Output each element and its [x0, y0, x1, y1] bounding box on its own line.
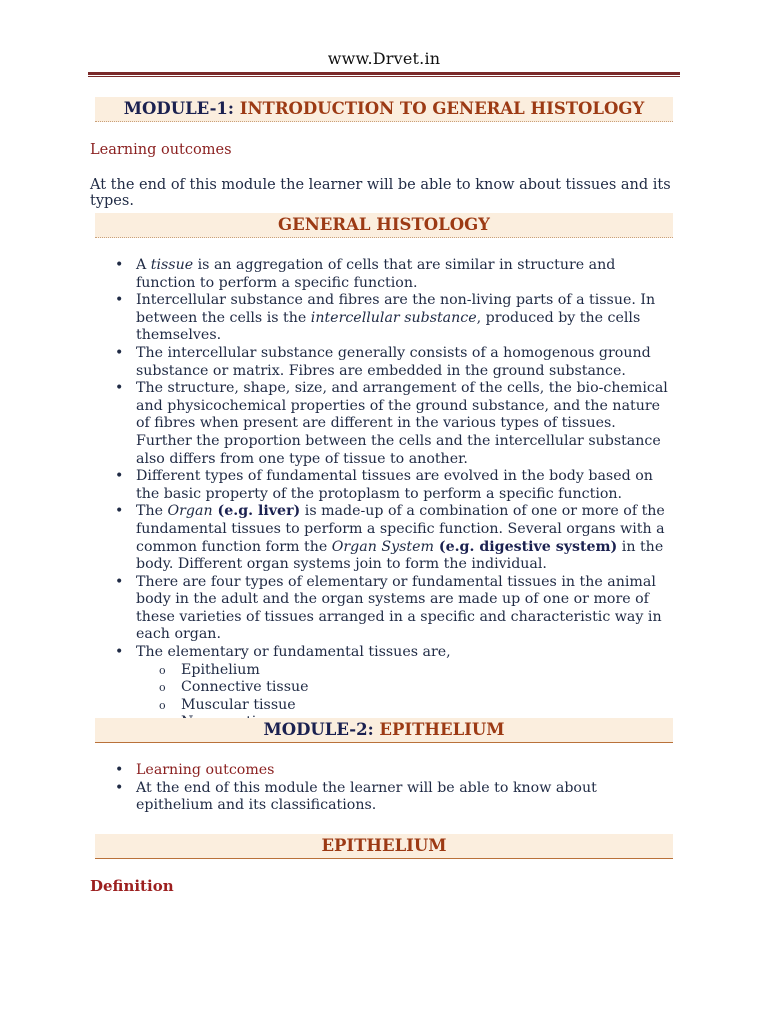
list-item: • A tissue is an aggregation of cells that are similar in structure and function to perform a specific function. [115, 257, 675, 292]
module1-prefix: MODULE-1: [123, 99, 234, 118]
header-rule-thin [88, 76, 680, 77]
list-item: • The Organ (e.g. liver) is made-up of a combination of one or more of the fundamental tissues to perform a specific function. Several organs with a common function form the Organ System (e.g. digestive system) in the body. Different organ systems join to form the individual. [115, 503, 675, 573]
module2-learning-text: • At the end of this module the learner will be able to know about epithelium and its classifications. [115, 780, 675, 815]
sub-list-item-epithelium: o Epithelium [136, 662, 675, 680]
module1-title: INTRODUCTION TO GENERAL HISTOLOGY [234, 99, 645, 118]
module2-title: EPITHELIUM [373, 720, 505, 739]
list-item: • The structure, shape, size, and arrangement of the cells, the bio-chemical and physicochemical properties of the ground substance, and the nature of fibres when present are different in the various types of tissues. Further the proportion between the cells and the intercellular substance also differs from one type of tissue to another. [115, 380, 675, 468]
module2-prefix: MODULE-2: [263, 720, 374, 739]
module2-heading [95, 718, 673, 743]
general-histology-list [115, 257, 675, 732]
list-item: • Different types of fundamental tissues are evolved in the body based on the basic property of the protoplasm to perform a specific function. [115, 468, 675, 503]
sub-list-item-connective: o Connective tissue [136, 679, 675, 697]
module1-learning-label: Learning outcomes [90, 142, 232, 158]
header-rule [88, 72, 680, 75]
definition-heading: Definition [90, 877, 174, 895]
list-item: • There are four types of elementary or fundamental tissues in the animal body in the adult and the organ systems are made up of one or more of these varieties of tissues arranged in a specific and characteristic way in each organ. [115, 574, 675, 644]
epithelium-heading [95, 834, 673, 859]
general-histology-title: GENERAL HISTOLOGY [278, 215, 490, 234]
list-item: • Intercellular substance and fibres are the non-living parts of a tissue. In between the cells is the intercellular substance, produced by the cells themselves. [115, 292, 675, 345]
module1-learning-text: At the end of this module the learner will be able to know about tissues and its types. [90, 177, 671, 209]
epithelium-title: EPITHELIUM [321, 836, 447, 855]
module2-learning-label: • Learning outcomes [115, 762, 675, 780]
module2-list [115, 762, 675, 815]
list-item: • The intercellular substance generally consists of a homogenous ground substance or matrix. Fibres are embedded in the ground substance. [115, 345, 675, 380]
list-item: • The elementary or fundamental tissues are, o Epithelium o Connective tissue o Muscular tissue o [115, 644, 675, 732]
sub-list-item-muscular: o Muscular tissue [136, 697, 675, 715]
site-header[interactable]: www.Drvet.in [327, 49, 441, 68]
module1-heading [95, 97, 673, 122]
general-histology-heading [95, 213, 673, 238]
